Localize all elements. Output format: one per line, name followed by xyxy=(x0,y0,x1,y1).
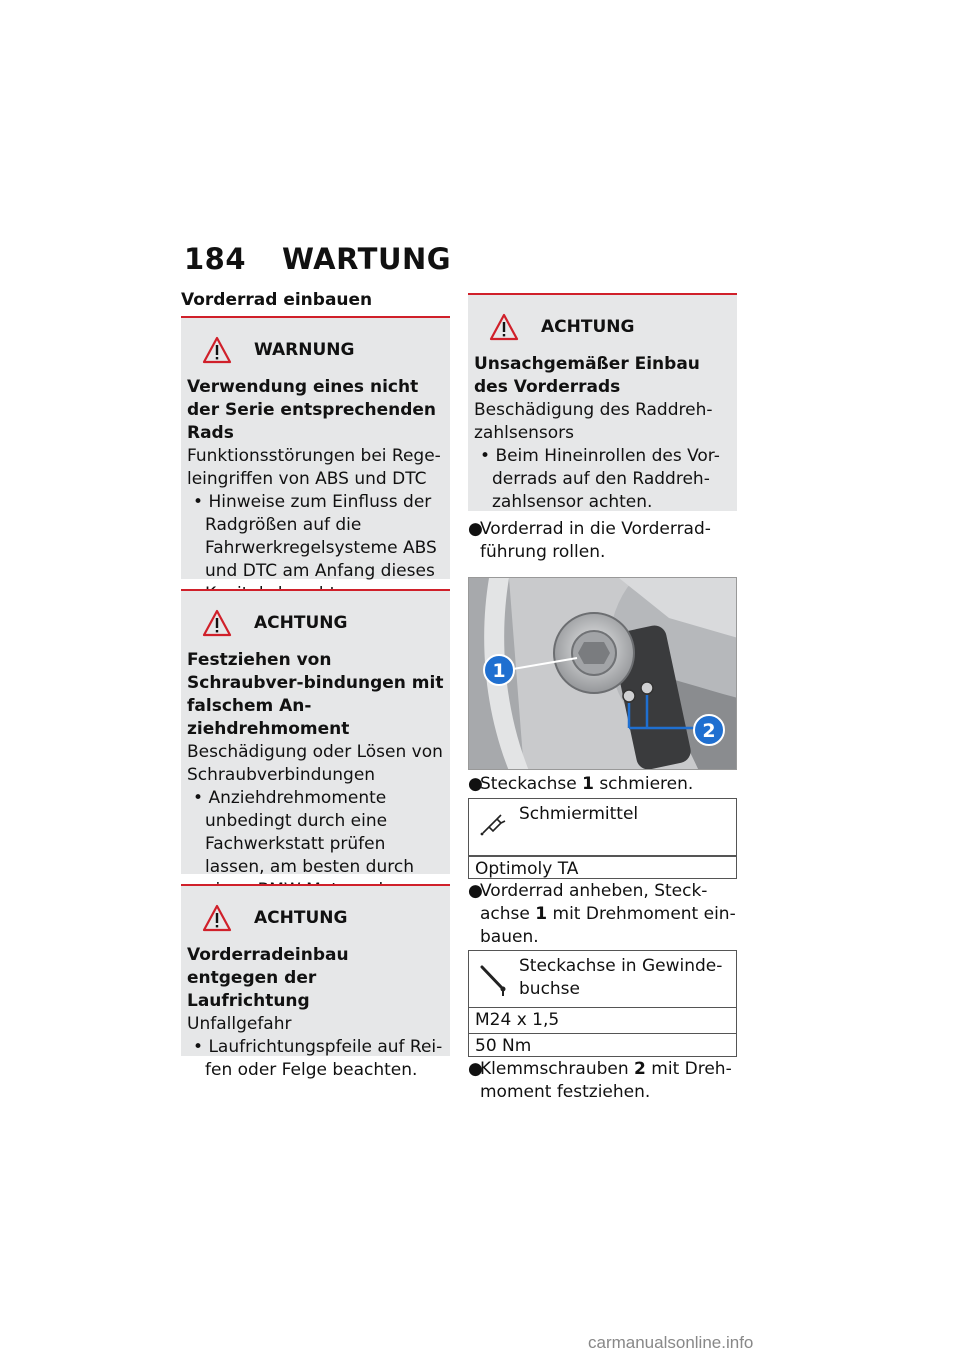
warning-heading: Verwendung eines nicht der Serie entsprechenden Rads xyxy=(187,377,437,443)
step-roll-in xyxy=(468,518,737,564)
step-text: Klemmschrauben xyxy=(480,1059,635,1079)
page-number: 184 xyxy=(184,242,247,276)
caution-label: ACHTUNG xyxy=(254,907,348,928)
lubricant-spec-table xyxy=(468,798,737,879)
lubricant-value: Optimoly TA xyxy=(469,856,736,881)
caution-bullet: • Laufrichtungspfeile auf Rei-fen oder Felge beachten. xyxy=(193,1037,443,1080)
ref-number: 1 xyxy=(582,774,594,794)
bullet-dot: ● xyxy=(468,774,483,794)
warning-label: WARNUNG xyxy=(254,339,355,360)
caution-bullet-text: Beim Hineinrollen des Vor-derrads auf den Raddreh-zahlsensor achten. xyxy=(492,446,720,512)
thread-value: M24 x 1,5 xyxy=(475,1010,560,1030)
caution-heading: Festziehen von Schraubver-bindungen mit falschem An-ziehdrehmoment xyxy=(187,650,444,739)
torque-wrench-icon xyxy=(479,963,511,997)
bullet-dot: ● xyxy=(468,519,483,539)
caution-label: ACHTUNG xyxy=(541,316,635,337)
caution-triangle-icon xyxy=(202,609,232,637)
caution-heading: Vorderradeinbau entgegen der Laufrichtung xyxy=(187,945,349,1011)
bullet-dot: ● xyxy=(468,1059,483,1079)
lubricant-title: Schmiermittel xyxy=(519,804,639,824)
caution-label: ACHTUNG xyxy=(254,612,348,633)
chapter-title: WARTUNG xyxy=(282,242,452,276)
torque-value: 50 Nm xyxy=(469,1033,736,1058)
step-install-axle xyxy=(468,880,737,949)
watermark: carmanualsonline.info xyxy=(588,1333,754,1352)
torque-spec-table xyxy=(468,950,737,1057)
caution-triangle-icon xyxy=(489,313,519,341)
caution-bullet-text: Laufrichtungspfeile auf Rei-fen oder Felge beachten. xyxy=(205,1037,443,1080)
ref-number: 1 xyxy=(535,904,548,924)
callout-1: 1 xyxy=(492,660,506,682)
bullet-dot: ● xyxy=(468,881,483,901)
step-text: Vorderrad anheben, Steck-achse xyxy=(480,881,708,924)
caution-triangle-icon xyxy=(202,904,232,932)
axle-illustration xyxy=(469,578,737,770)
warning-consequence: Funktionsstörungen bei Rege-leingriffen von ABS und DTC xyxy=(187,446,441,489)
step-text: Vorderrad in die Vorderrad-führung rollen. xyxy=(480,519,711,562)
torque-title: Steckachse in Gewinde-buchse xyxy=(519,956,723,999)
step-tighten-clamp xyxy=(468,1058,737,1104)
caution-consequence: Beschädigung des Raddreh-zahlsensors xyxy=(474,400,713,443)
caution-box-direction xyxy=(181,884,450,1080)
warning-triangle-icon xyxy=(202,336,232,364)
step-text: mit Drehmoment ein-bauen. xyxy=(480,904,736,947)
caution-bullet: • Beim Hineinrollen des Vor-derrads auf den Raddreh-zahlsensor achten. xyxy=(480,446,720,512)
warning-bullet-text: Hinweise zum Einfluss der Radgrößen auf die Fahrwerkregelsysteme ABS und DTC am Anfang dieses xyxy=(205,492,437,581)
axle-photo xyxy=(468,577,737,770)
warning-box xyxy=(181,316,450,579)
warning-bullet: • Hinweise zum Einfluss der Radgrößen auf die Fahrwerkregelsysteme ABS und DTC am Anfang dieses xyxy=(187,491,444,606)
grease-gun-icon xyxy=(479,811,507,837)
caution-consequence: Unfallgefahr xyxy=(187,1014,292,1034)
step-lubricate xyxy=(468,773,737,796)
step-text: schmieren. xyxy=(593,774,694,794)
caution-bullet-text: Anziehdrehmomente unbedingt durch eine Fachwerkstatt prüfen lassen, am besten durch xyxy=(205,788,414,877)
caution-heading: Unsachgemäßer Einbau des Vorderrads xyxy=(474,354,700,397)
section-title: Vorderrad einbauen xyxy=(181,290,373,310)
step-text: mit Dreh-moment festziehen. xyxy=(480,1059,732,1102)
caution-bullet: • Anziehdrehmomente unbedingt durch eine Fachwerkstatt prüfen lassen, am besten durch xyxy=(187,787,444,925)
callout-2: 2 xyxy=(702,720,716,742)
caution-consequence: Beschädigung oder Lösen von Schraubverbindungen xyxy=(187,742,443,785)
caution-box-torque xyxy=(181,589,450,877)
caution-box-sensor xyxy=(468,293,737,511)
step-text: Steckachse xyxy=(480,774,583,794)
ref-number: 2 xyxy=(634,1059,646,1079)
page-header xyxy=(184,242,451,276)
